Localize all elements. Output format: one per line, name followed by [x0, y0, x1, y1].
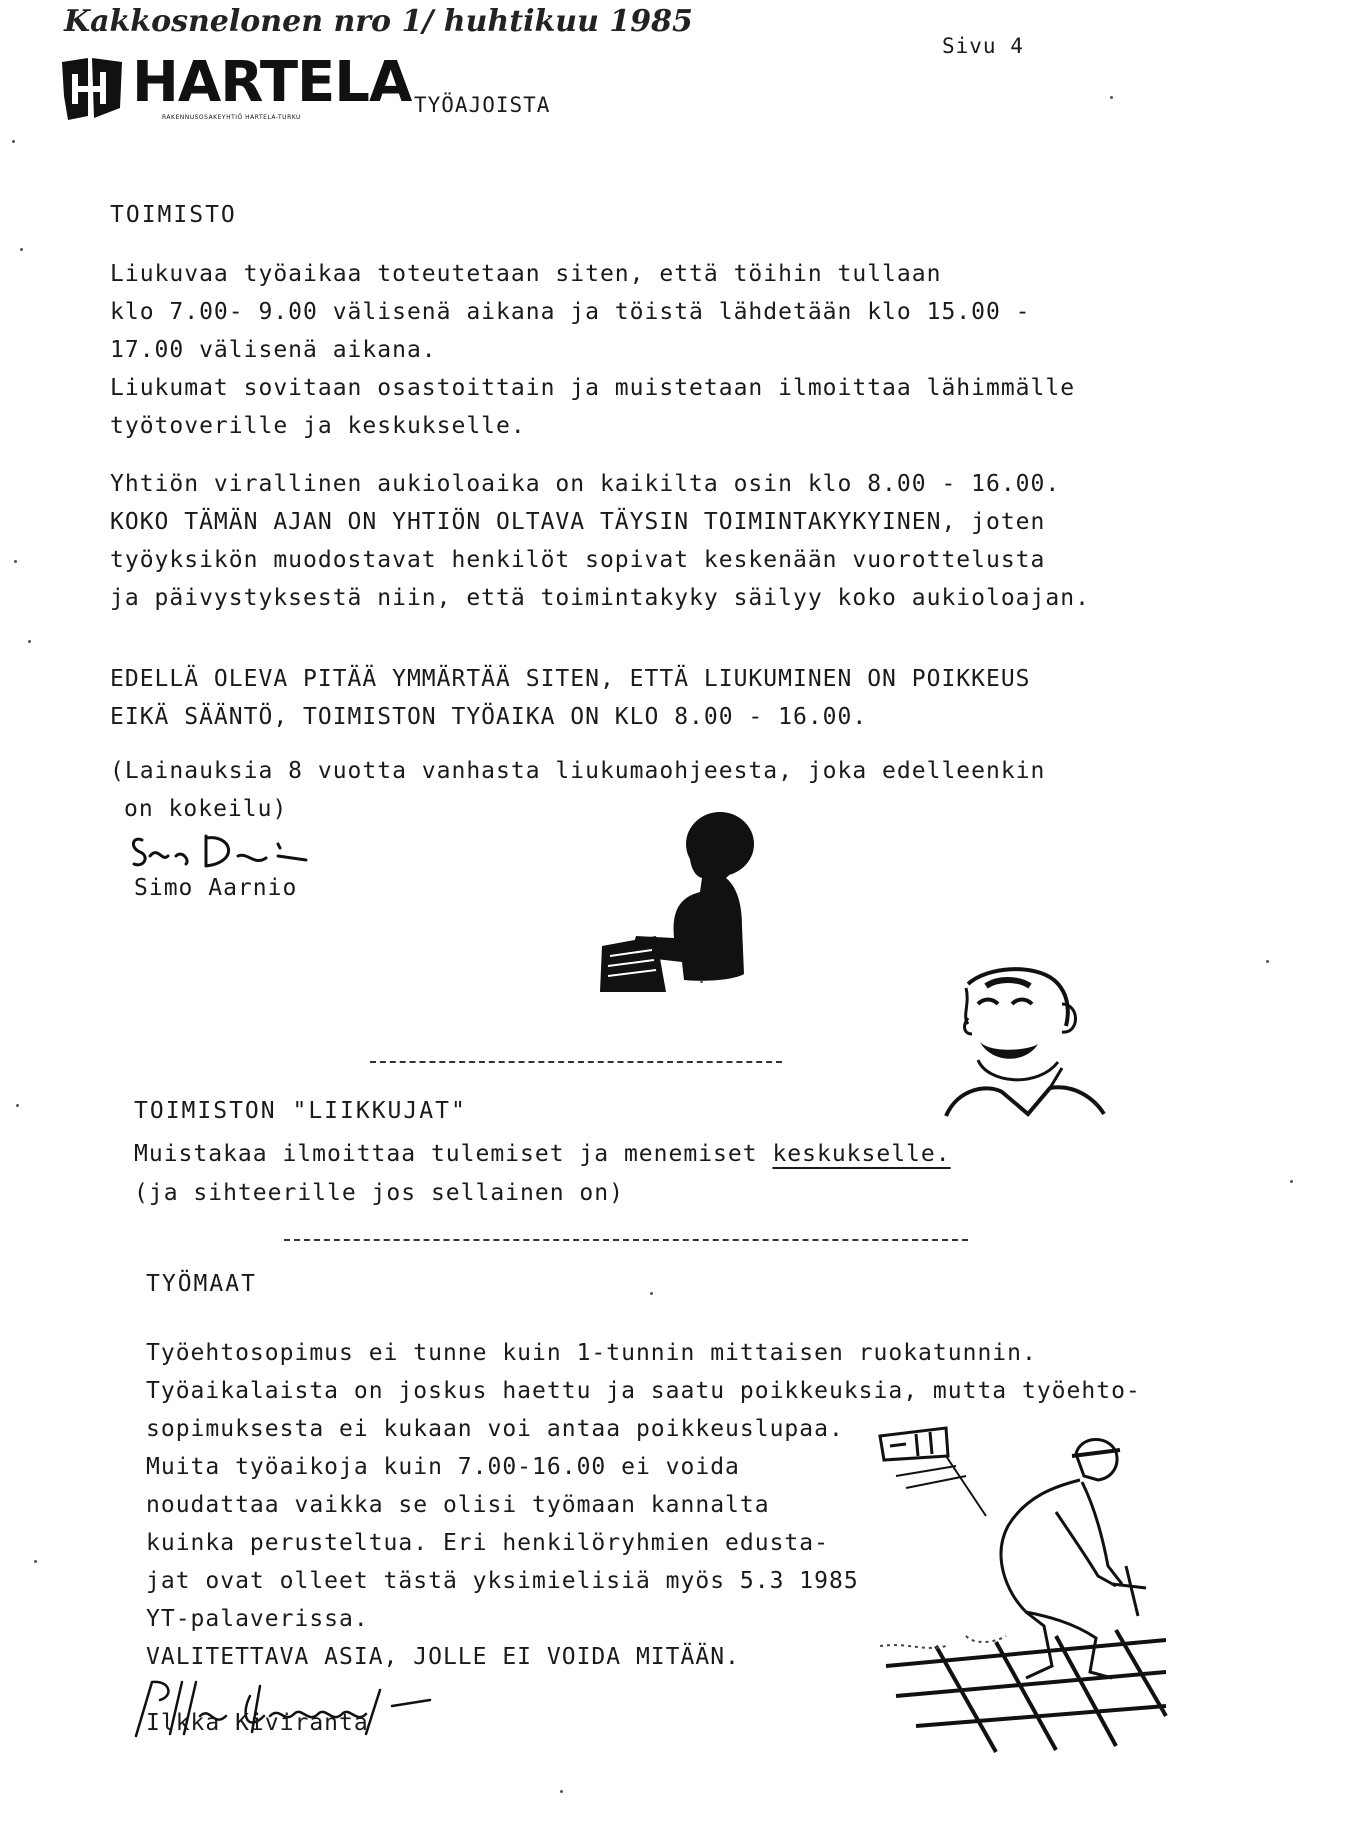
logo-wordmark: HARTELA [132, 50, 412, 115]
paragraph-line: klo 7.00- 9.00 välisenä aikana ja töistä lähdetään klo 15.00 - [110, 299, 1031, 325]
movements-heading: TOIMISTON "LIIKKUJAT" [134, 1098, 467, 1124]
office-heading: TOIMISTO [110, 202, 237, 228]
paragraph-line: on kokeilu) [124, 796, 288, 822]
office-paragraph-3 [110, 660, 1031, 736]
paragraph-line: 17.00 välisenä aikana. [110, 337, 437, 363]
paragraph-line: Liukuvaa työaikaa toteutetaan siten, että töihin tullaan [110, 261, 942, 287]
office-note [110, 752, 1045, 828]
office-paragraph-1 [110, 255, 1075, 445]
page-label: Sivu 4 [942, 34, 1024, 58]
paragraph-line: Työehtosopimus ei tunne kuin 1-tunnin mittaisen ruokatunnin. [146, 1340, 1037, 1366]
paragraph-line: työyksikön muodostavat henkilöt sopivat keskenään vuorottelusta [110, 547, 1046, 573]
paragraph-line: sopimuksesta ei kukaan voi antaa poikkeuslupaa. [146, 1416, 844, 1442]
paragraph-line: työtoverille ja keskukselle. [110, 413, 526, 439]
paragraph-line: Muita työaikoja kuin 7.00-16.00 ei voida [146, 1454, 740, 1480]
paragraph-line: KOKO TÄMÄN AJAN ON YHTIÖN OLTAVA TÄYSIN TOIMINTAKYKYINEN, joten [110, 509, 1046, 535]
section-divider [284, 1239, 968, 1241]
hartela-emblem-icon [58, 56, 128, 122]
section-divider [370, 1061, 782, 1063]
paragraph-line: VALITETTAVA ASIA, JOLLE EI VOIDA MITÄÄN. [146, 1644, 740, 1670]
paragraph-line: kuinka perusteltua. Eri henkilöryhmien edusta- [146, 1530, 829, 1556]
paragraph-line: YT-palaverissa. [146, 1606, 369, 1632]
movements-line-1 [134, 1135, 951, 1173]
paragraph-line: (Lainauksia 8 vuotta vanhasta liukumaohjeesta, joka edelleenkin [110, 758, 1046, 784]
paragraph-line: EIKÄ SÄÄNTÖ, TOIMISTON TYÖAIKA ON KLO 8.00 - 16.00. [110, 704, 868, 730]
movements-line-2: (ja sihteerille jos sellainen on) [134, 1180, 624, 1206]
paragraph-line: EDELLÄ OLEVA PITÄÄ YMMÄRTÄÄ SITEN, ETTÄ LIUKUMINEN ON POIKKEUS [110, 666, 1031, 692]
handwritten-newsletter-title: Kakkosnelonen nro 1/ huhtikuu 1985 [64, 4, 693, 39]
paragraph-line: Yhtiön virallinen aukioloaika on kaikilta osin klo 8.00 - 16.00. [110, 471, 1061, 497]
sites-signature-name: Ilkka Kiviranta [146, 1710, 369, 1736]
office-paragraph-2 [110, 465, 1090, 617]
signature-scribble-simo [128, 826, 318, 876]
paragraph-line: noudattaa vaikka se olisi työmaan kannalta [146, 1492, 770, 1518]
paragraph-line: jat ovat olleet tästä yksimielisiä myös 5.3 1985 [146, 1568, 859, 1594]
switchboard-emphasis: keskukselle. [772, 1141, 951, 1167]
section-title: TYÖAJOISTA [414, 93, 551, 117]
construction-worker-sketch-icon [876, 1416, 1176, 1756]
paragraph-line: Työaikalaista on joskus haettu ja saatu poikkeuksia, mutta työehto- [146, 1378, 1141, 1404]
typist-silhouette-icon [596, 806, 776, 996]
office-signature-name: Simo Aarnio [134, 875, 298, 901]
paragraph-line: ja päivystyksestä niin, että toimintakyky säilyy koko aukioloajan. [110, 585, 1090, 611]
movements-text: Muistakaa ilmoittaa tulemiset ja menemiset [134, 1141, 773, 1167]
logo-tagline: RAKENNUSOSAKEYHTIÖ HARTELA-TURKU [162, 114, 301, 121]
hartela-logo [58, 50, 412, 126]
paragraph-line: Liukumat sovitaan osastoittain ja muistetaan ilmoittaa lähimmälle [110, 375, 1076, 401]
sites-heading: TYÖMAAT [146, 1271, 257, 1297]
smiling-man-sketch-icon [938, 964, 1108, 1124]
